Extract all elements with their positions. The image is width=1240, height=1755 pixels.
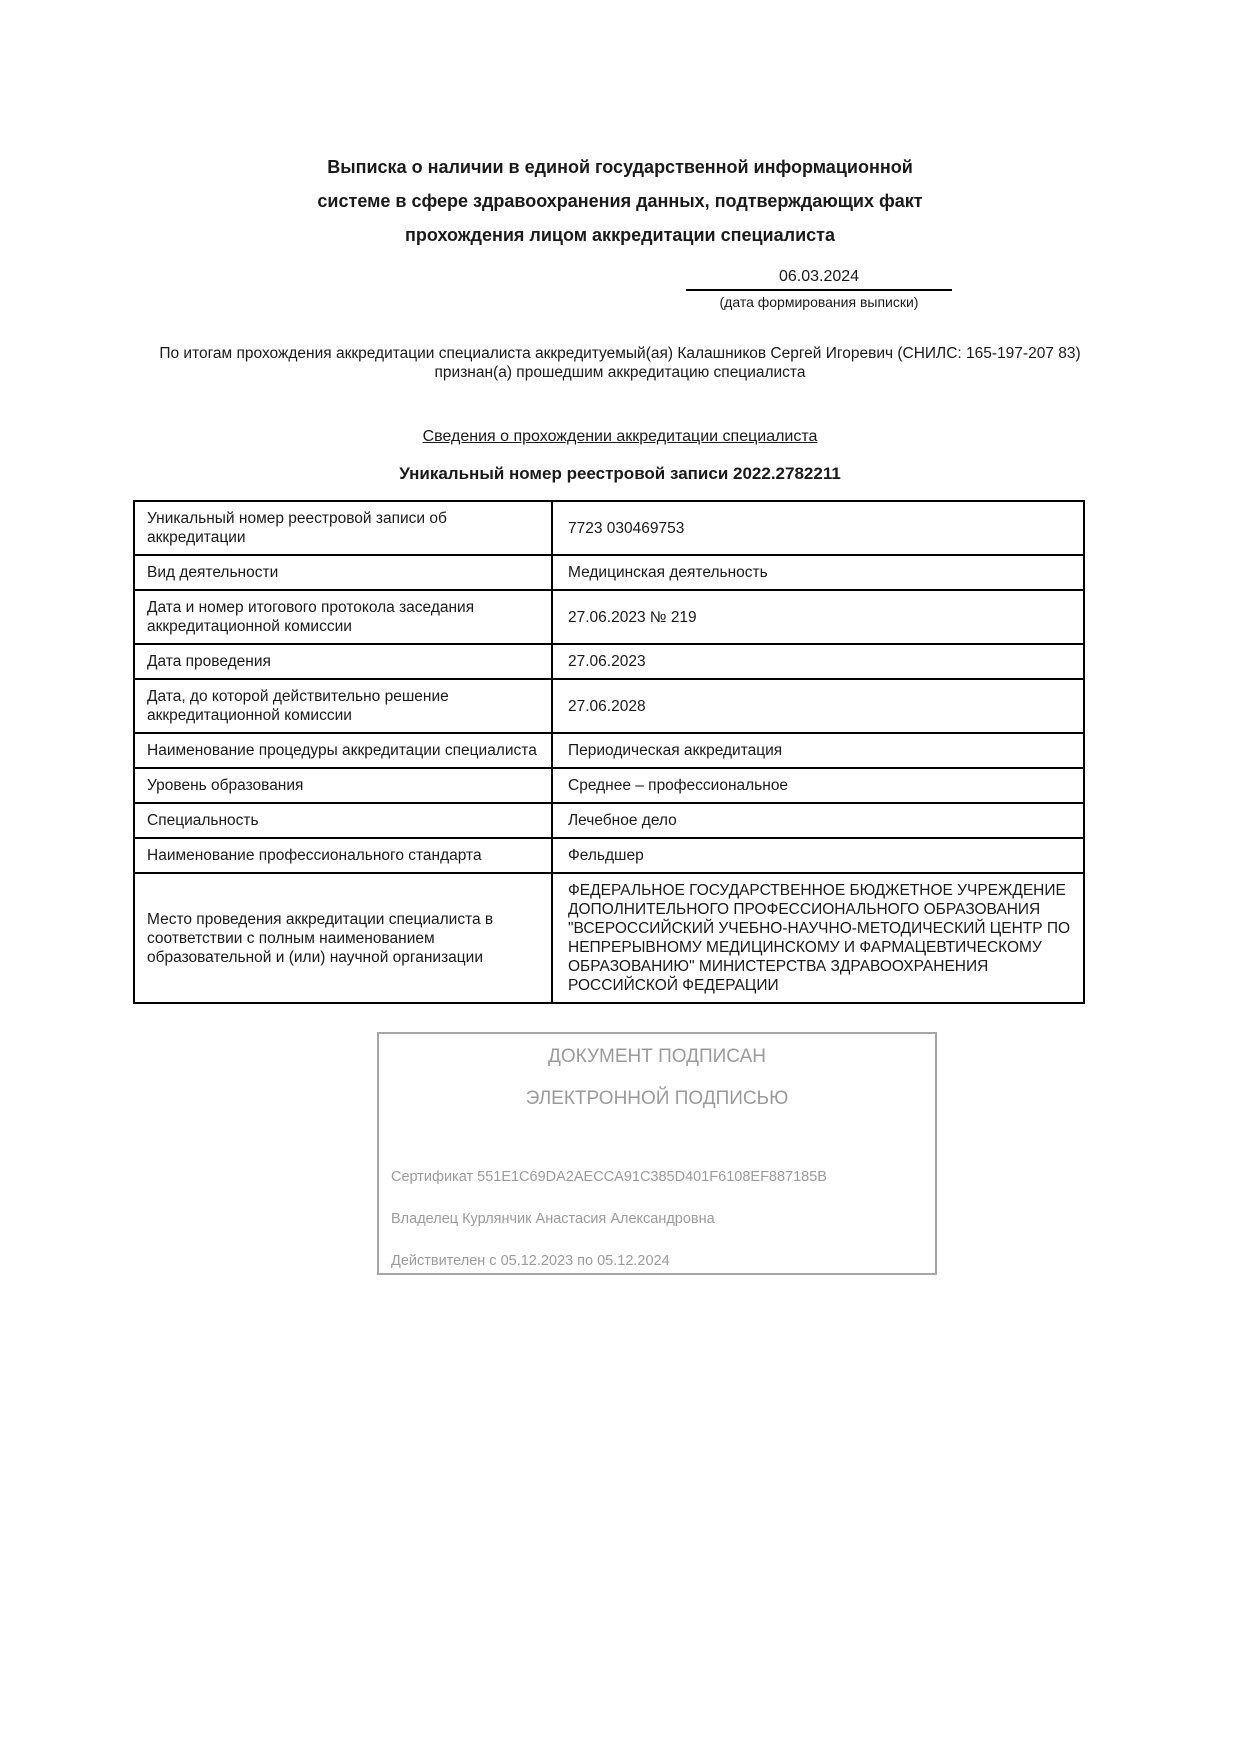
document-title — [0, 150, 1240, 252]
intro-line: признан(а) прошедшим аккредитацию специалиста — [434, 364, 806, 381]
extract-date: 06.03.2024 — [686, 268, 952, 291]
table-row — [134, 768, 1084, 803]
registry-number-heading: Уникальный номер реестровой записи 2022.2782211 — [399, 464, 841, 483]
row-value: 7723 030469753 — [552, 501, 1084, 555]
row-value: Медицинская деятельность — [552, 555, 1084, 590]
row-value: Среднее – профессиональное — [552, 768, 1084, 803]
table-row — [134, 555, 1084, 590]
table-row — [134, 644, 1084, 679]
row-label: Место проведения аккредитации специалиста в соответствии с полным наименованием образовательной и (или) научной организации — [134, 873, 552, 1003]
intro-paragraph — [0, 344, 1240, 382]
row-value: Фельдшер — [552, 838, 1084, 873]
table-row — [134, 803, 1084, 838]
row-value: ФЕДЕРАЛЬНОЕ ГОСУДАРСТВЕННОЕ БЮДЖЕТНОЕ УЧРЕЖДЕНИЕ ДОПОЛНИТЕЛЬНОГО ПРОФЕССИОНАЛЬНОГО ОБРАЗОВАНИЯ "ВСЕРОССИЙСКИЙ УЧЕБНО-НАУЧНО-МЕТОДИЧЕСКИЙ ЦЕНТР ПО НЕПРЕРЫВНОМУ МЕДИЦИНСКОМУ И ФАРМАЦЕВТИЧЕСКОМУ ОБРАЗОВАНИЮ" МИНИСТЕРСТВА ЗДРАВООХРАНЕНИЯ РОССИЙСКОЙ ФЕДЕРАЦИИ — [552, 873, 1084, 1003]
table-row — [134, 501, 1084, 555]
row-value: 27.06.2023 № 219 — [552, 590, 1084, 644]
row-label: Дата, до которой действительно решение аккредитационной комиссии — [134, 679, 552, 733]
table-row — [134, 873, 1084, 1003]
row-value: Лечебное дело — [552, 803, 1084, 838]
row-label: Дата проведения — [134, 644, 552, 679]
row-label: Наименование процедуры аккредитации специалиста — [134, 733, 552, 768]
row-value: 27.06.2028 — [552, 679, 1084, 733]
document-title-line: Выписка о наличии в единой государственной информационной — [327, 157, 913, 177]
electronic-signature-box — [377, 1032, 937, 1275]
accreditation-table — [133, 500, 1085, 1004]
table-row — [134, 733, 1084, 768]
signature-certificate: Сертификат 551E1C69DA2AECCA91C385D401F6108EF887185B — [391, 1169, 827, 1185]
table-row — [134, 838, 1084, 873]
extract-date-caption: (дата формирования выписки) — [719, 294, 919, 310]
document-title-line: прохождения лицом аккредитации специалиста — [405, 225, 835, 245]
signature-validity: Действителен с 05.12.2023 по 05.12.2024 — [391, 1253, 670, 1269]
table-row — [134, 679, 1084, 733]
row-label: Уникальный номер реестровой записи об аккредитации — [134, 501, 552, 555]
signature-owner: Владелец Курлянчик Анастасия Александровна — [391, 1211, 715, 1227]
accreditation-table-body — [134, 501, 1084, 1003]
intro-line: По итогам прохождения аккредитации специалиста аккредитуемый(ая) Калашников Сергей Игоревич (СНИЛС: 165-197-207 83) — [159, 345, 1081, 362]
extract-date-block — [686, 268, 952, 310]
row-label: Специальность — [134, 803, 552, 838]
table-row — [134, 590, 1084, 644]
row-label: Уровень образования — [134, 768, 552, 803]
signature-heading-line2: ЭЛЕКТРОННОЙ ПОДПИСЬЮ — [525, 1088, 789, 1109]
section-heading: Сведения о прохождении аккредитации специалиста — [422, 428, 818, 445]
row-value: Периодическая аккредитация — [552, 733, 1084, 768]
row-label: Наименование профессионального стандарта — [134, 838, 552, 873]
signature-heading-line1: ДОКУМЕНТ ПОДПИСАН — [548, 1046, 766, 1067]
document-title-line: системе в сфере здравоохранения данных, подтверждающих факт — [317, 191, 923, 211]
row-label: Вид деятельности — [134, 555, 552, 590]
row-label: Дата и номер итогового протокола заседания аккредитационной комиссии — [134, 590, 552, 644]
row-value: 27.06.2023 — [552, 644, 1084, 679]
